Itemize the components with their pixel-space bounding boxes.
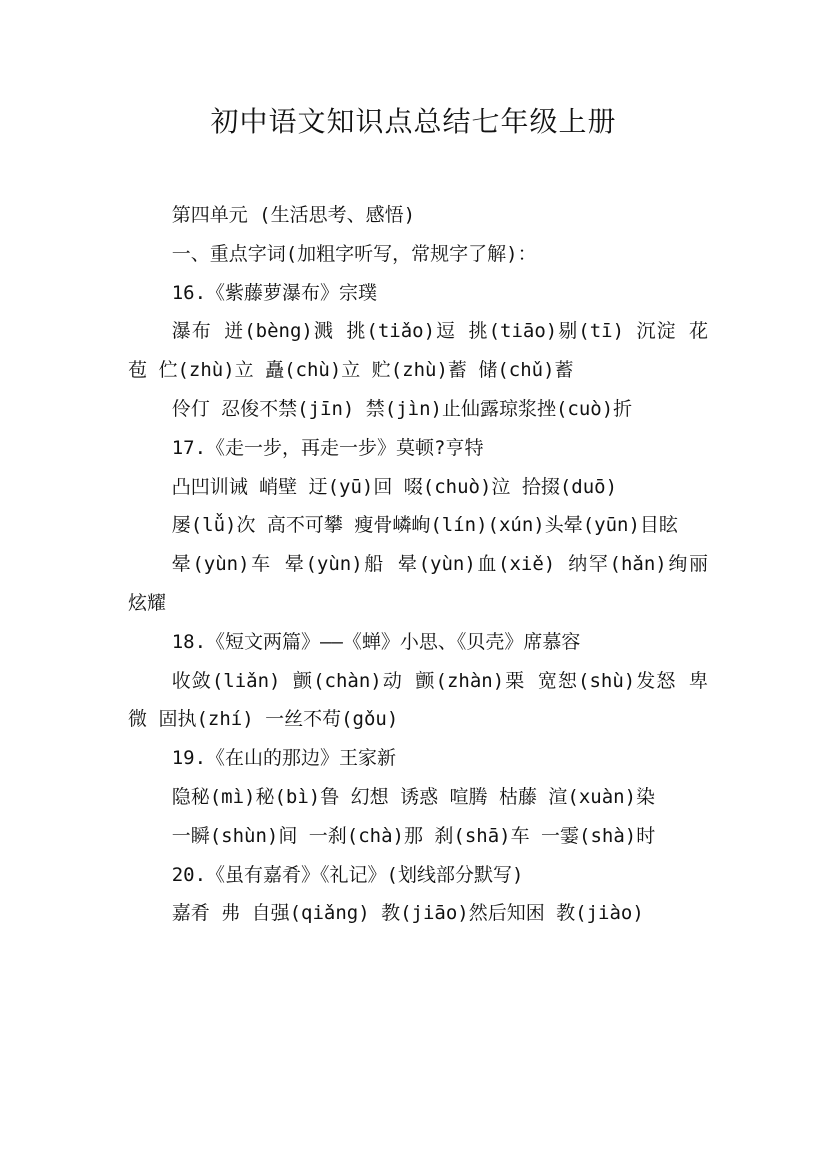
vocab-line: 一瞬(shùn)间 一刹(chà)那 刹(shā)车 一霎(shà)时 — [171, 824, 656, 847]
section-heading: 第四单元 (生活思考、感悟) — [171, 204, 416, 226]
lesson-title-18: 18.《短文两篇》——《蝉》小思、《贝壳》席慕容 — [171, 630, 581, 653]
vocab-line: 瀑布 迸(bèng)溅 挑(tiǎo)逗 挑(tiāo)剔(tī) 沉淀 花苞 伫(zhù)立 矗(chù)立 贮(zhù)蓄 储(chǔ)蓄 — [128, 320, 708, 382]
subsection-heading: 一、重点字词(加粗字听写，常规字了解)： — [171, 242, 537, 265]
lesson-title-20: 20.《虽有嘉肴》《礼记》(划线部分默写) — [171, 863, 524, 886]
vocab-line: 收敛(liǎn) 颤(chàn)动 颤(zhàn)栗 宽恕(shù)发怒 卑微 固执(zhí) 一丝不苟(gǒu) — [128, 669, 708, 731]
vocab-line: 隐秘(mì)秘(bì)鲁 幻想 诱惑 喧腾 枯藤 渲(xuàn)染 — [171, 785, 656, 808]
lesson-title-17: 17.《走一步，再走一步》莫顿?亨特 — [171, 436, 484, 459]
vocab-line: 嘉肴 弗 自强(qiǎng) 教(jiāo)然后知困 教(jiào) — [171, 902, 644, 925]
document-body — [128, 196, 708, 933]
vocab-line: 伶仃 忍俊不禁(jīn) 禁(jìn)止仙露琼浆挫(cuò)折 — [171, 397, 633, 420]
document-title: 初中语文知识点总结七年级上册 — [210, 105, 617, 138]
lesson-title-19: 19.《在山的那边》王家新 — [171, 747, 397, 770]
lesson-title-16: 16.《紫藤萝瀑布》宗璞 — [171, 281, 378, 304]
vocab-line: 晕(yùn)车 晕(yùn)船 晕(yùn)血(xiě) 纳罕(hǎn)绚丽 炫耀 — [128, 553, 708, 614]
vocab-line: 凸凹训诫 峭壁 迂(yū)回 啜(chuò)泣 拾掇(duō) — [171, 475, 618, 498]
vocab-line: 屡(lǚ)次 高不可攀 瘦骨嶙峋(lín)(xún)头晕(yūn)目眩 — [171, 514, 678, 537]
